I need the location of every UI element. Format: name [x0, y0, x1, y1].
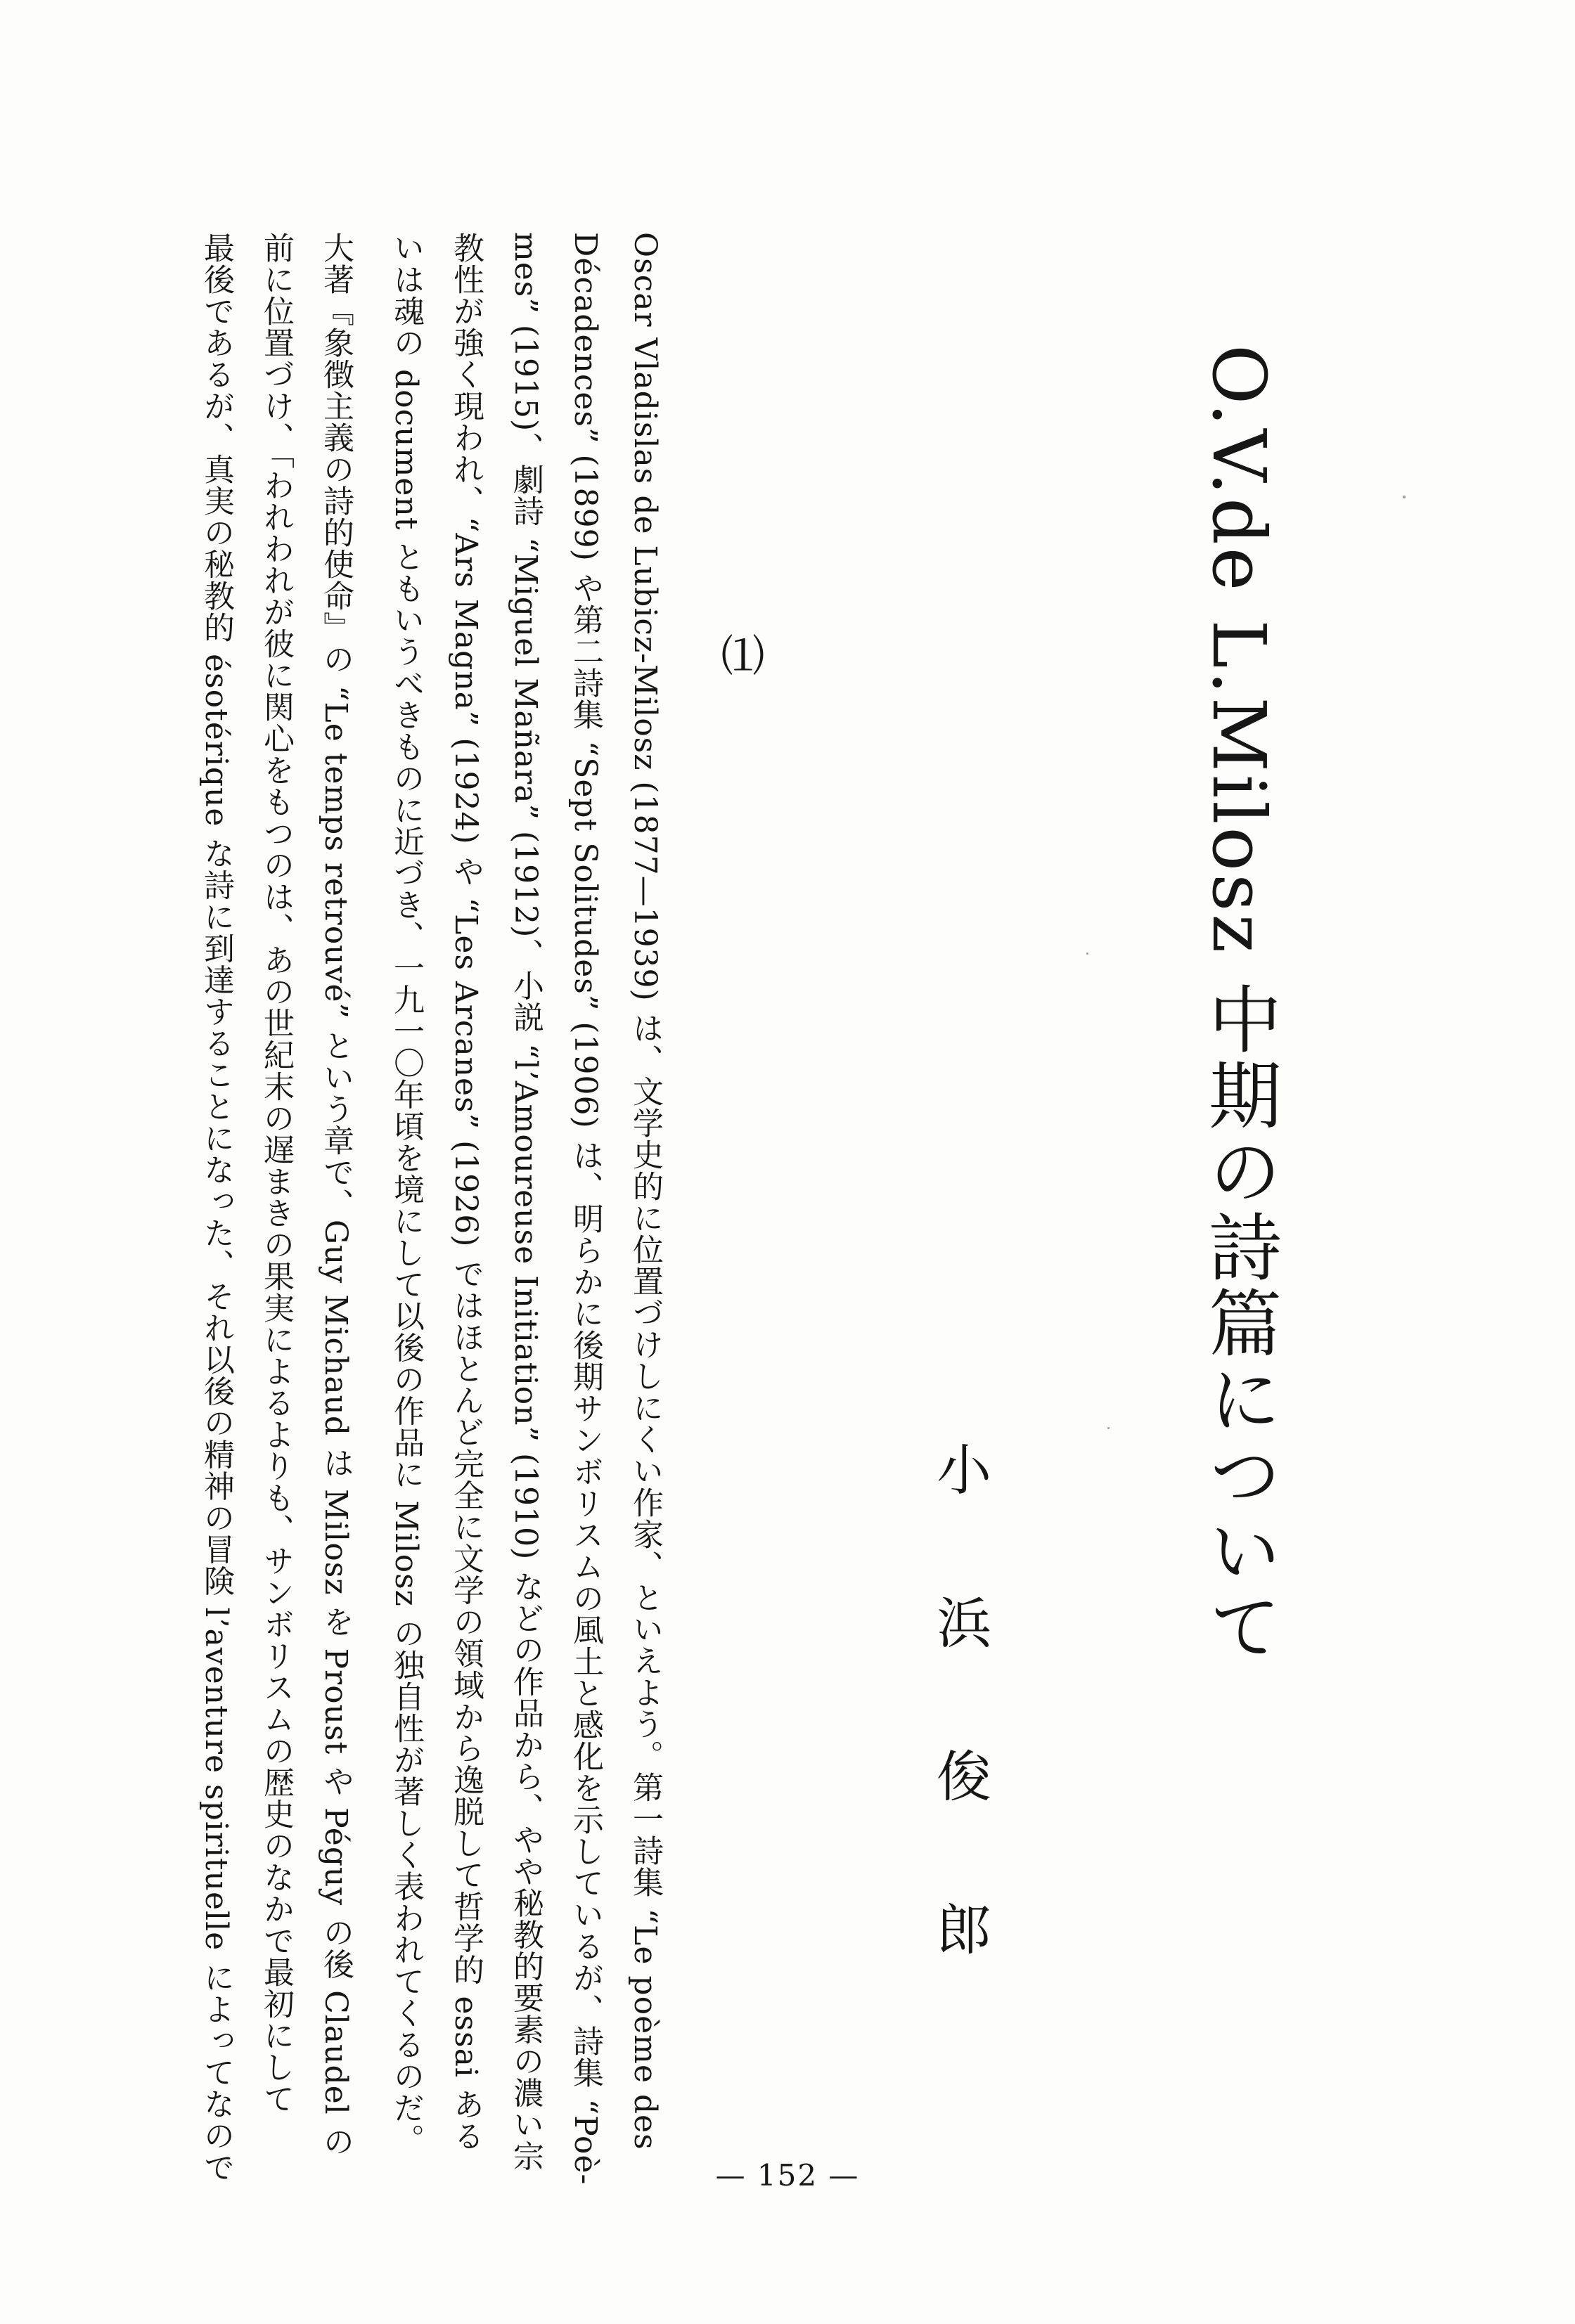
body-line: Oscar Vladislas de Lubicz-Milosz (1877—1939) は、文学史的に位置づけしにくい作家、といえよう。第一詩集 “Le poème des	[627, 232, 663, 2150]
body-line: 前に位置づけ、「われわれが彼に関心をもつのは、あの世紀末の遅まきの果実によるよりも、サンボリスムの歴史のなかで最初にして	[258, 232, 294, 2115]
body-line: 教性が強く現われ、“Ars Magna” (1924) や “Les Arcanes” (1926) ではほとんど完全に文学の領域から逸脱して哲学的 essai ある	[448, 232, 484, 2152]
body-line: mes” (1915)、劇詩 “Miguel Mañara” (1912)、小説 “l’Amoureuse Initiation” (1910) などの作品から、やや秘教的要素の濃い宗	[508, 232, 544, 2172]
article-title: O.V.de L.Milosz 中期の詩篇について	[1196, 344, 1282, 1665]
body-line: いは魂の document ともいうべきものに近づき、一九一〇年頃を境にして以後の作品に Milosz の独自性が著しく表われてくるのだ。	[388, 232, 424, 2155]
scan-speck	[1107, 1427, 1110, 1429]
scan-speck	[1403, 496, 1406, 498]
section-marker: ⑴	[714, 633, 765, 676]
scan-speck	[1086, 953, 1088, 955]
body-line: 最後であるが、真実の秘教的 ésotérique な詩に到達することになった、それ以後の精神の冒険 l’aventure spirituelle によってなので	[198, 232, 234, 2183]
author-name: 小浜俊郎	[927, 1441, 991, 2054]
page-number: — 152 —	[715, 2158, 860, 2193]
body-line: 大著『象徴主義の詩的使命』の “Le temps retrouvé” という章で、Guy Michaud は Milosz を Proust や Péguy の後 Claudel の	[318, 232, 354, 2157]
body-line: Décadences” (1899) や第二詩集 “Sept Solitudes” (1906) は、明らかに後期サンボリスムの風土と感化を示しているが、詩集 “Poè-	[567, 232, 603, 2186]
